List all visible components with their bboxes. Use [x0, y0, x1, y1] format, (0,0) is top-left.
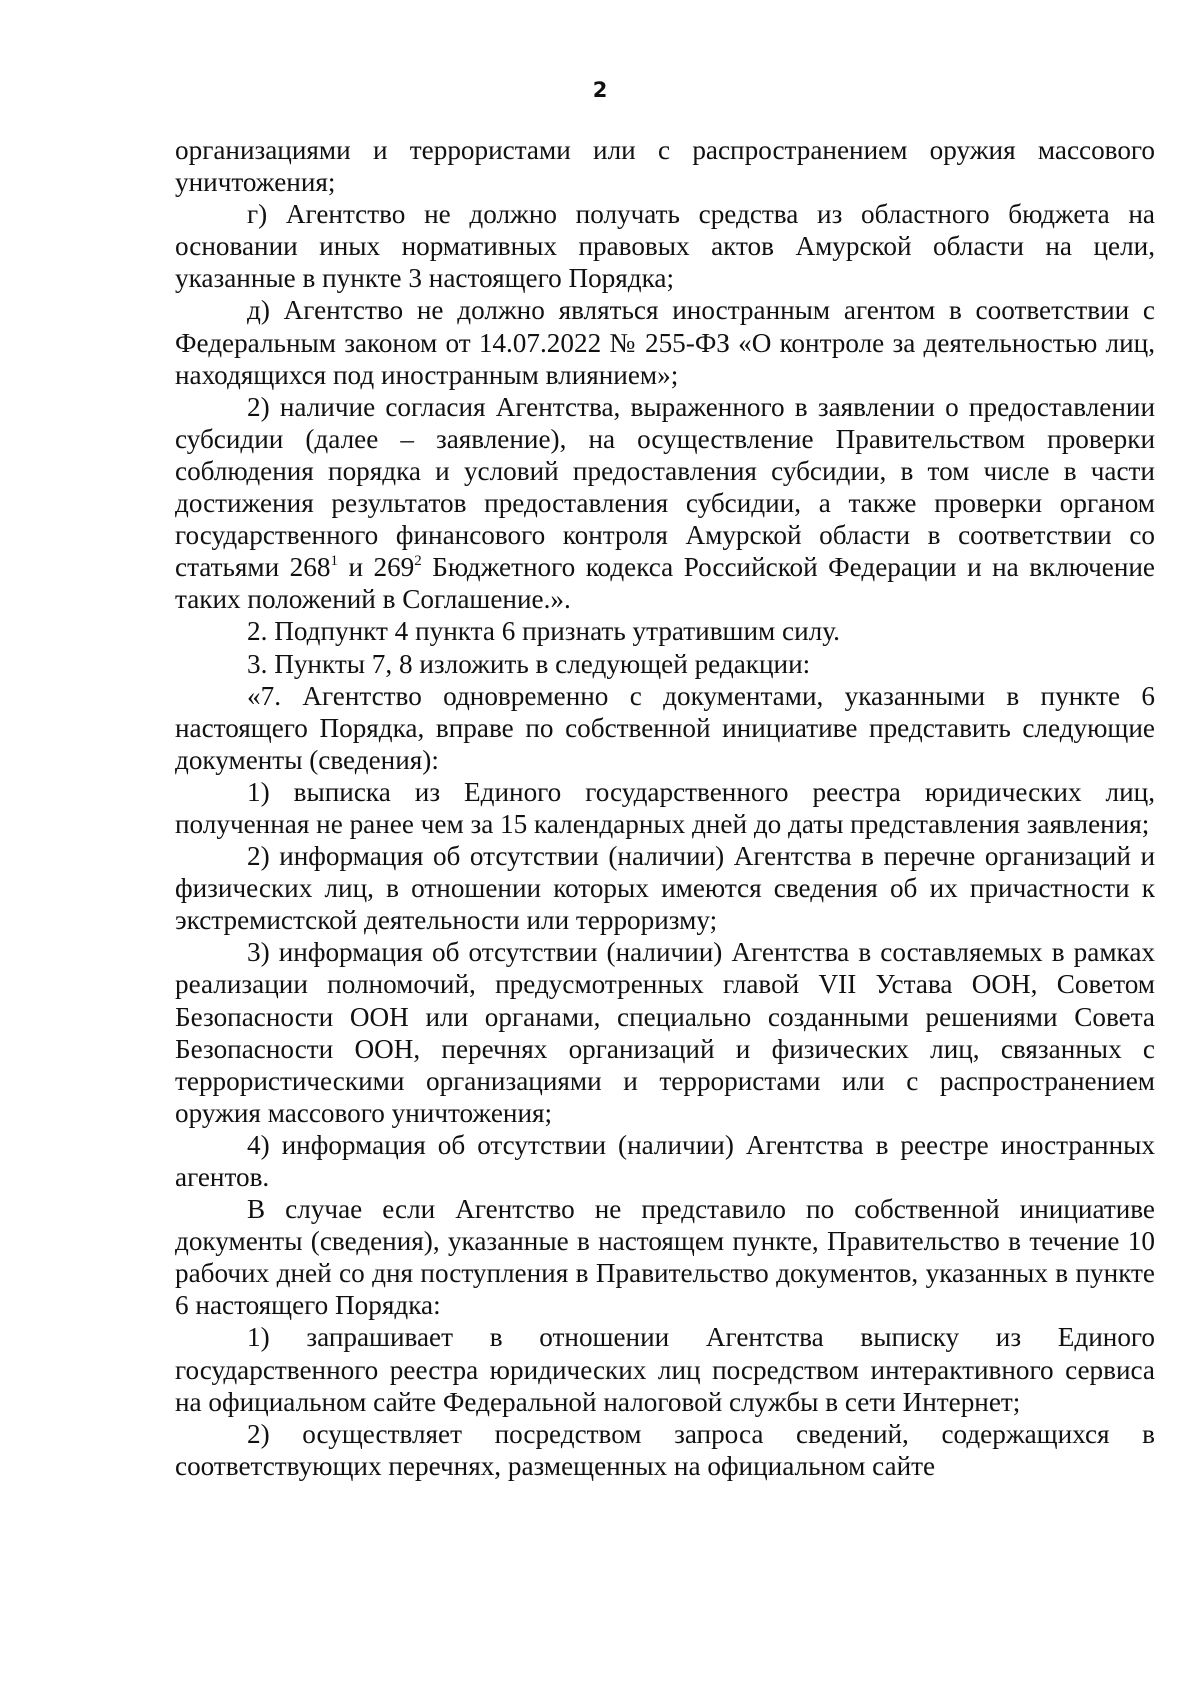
paragraph: 2. Подпункт 4 пункта 6 признать утратившим силу.	[247, 616, 840, 647]
paragraph: г) Агентство не должно получать средства из областного бюджета на основании иных нормативных правовых актов Амурской области на цели, указанные в пункте 3 настоящего Порядка;	[175, 199, 1155, 294]
superscript: 1	[330, 553, 338, 570]
paragraph: д) Агентство не должно являться иностранным агентом в соответствии с Федеральным законом от 14.07.2022 № 255-ФЗ «О контроле за деятельностью лиц, находящихся под иностранным влиянием»;	[175, 295, 1155, 390]
paragraph: 1) запрашивает в отношении Агентства выписку из Единого государственного реестра юридических лиц посредством интерактивного сервиса на официальном сайте Федеральной налоговой службы в сети Интернет;	[175, 1322, 1155, 1417]
paragraph: В случае если Агентство не представило по собственной инициативе документы (сведения), указанные в настоящем пункте, Правительство в течение 10 рабочих дней со дня поступления в Правительство документов, указанных в пункте 6 настоящего Порядка:	[175, 1194, 1155, 1321]
paragraph-text: 2) наличие согласия Агентства, выраженного в заявлении о предоставлении субсидии (далее – заявление), на осуществление Правительством проверки соблюдения порядка и условий предоставления субсидии, в том числе в части достижения результатов предоставления субсидии, а также проверки органом государственного финансового контроля Амурской области в соответствии со статьями 268	[175, 391, 1155, 583]
paragraph-text: Бюджетного кодекса Российской Федерации и на включение таких положений в Соглашение.».	[175, 552, 1155, 615]
paragraph: 2) информация об отсутствии (наличии) Агентства в перечне организаций и физических лиц, в отношении которых имеются сведения об их причастности к экстремистской деятельности или терроризму;	[175, 841, 1155, 936]
page-number: 2	[592, 78, 608, 102]
paragraph: 1) выписка из Единого государственного реестра юридических лиц, полученная не ранее чем за 15 календарных дней до даты представления заявления;	[175, 776, 1155, 839]
document-body	[175, 134, 1155, 1482]
paragraph: 2) осуществляет посредством запроса сведений, содержащихся в соответствующих перечнях, размещенных на официальном сайте	[175, 1418, 1155, 1481]
paragraph-text: и 269	[337, 552, 415, 583]
paragraph: «7. Агентство одновременно с документами, указанными в пункте 6 настоящего Порядка, вправе по собственной инициативе представить следующие документы (сведения):	[175, 680, 1155, 775]
paragraph: 3) информация об отсутствии (наличии) Агентства в составляемых в рамках реализации полномочий, предусмотренных главой VII Устава ООН, Советом Безопасности ООН или органами, специально созданными решениями Совета Безопасности ООН, перечнях организаций и физических лиц, связанных с террористическими организациями и террористами или с распространением оружия массового уничтожения;	[175, 937, 1155, 1128]
superscript: 2	[414, 553, 422, 570]
paragraph: 4) информация об отсутствии (наличии) Агентства в реестре иностранных агентов.	[175, 1129, 1155, 1192]
paragraph: 3. Пункты 7, 8 изложить в следующей редакции:	[247, 648, 811, 679]
paragraph	[175, 391, 1155, 616]
paragraph: организациями и террористами или с распространением оружия массового уничтожения;	[175, 135, 1155, 198]
